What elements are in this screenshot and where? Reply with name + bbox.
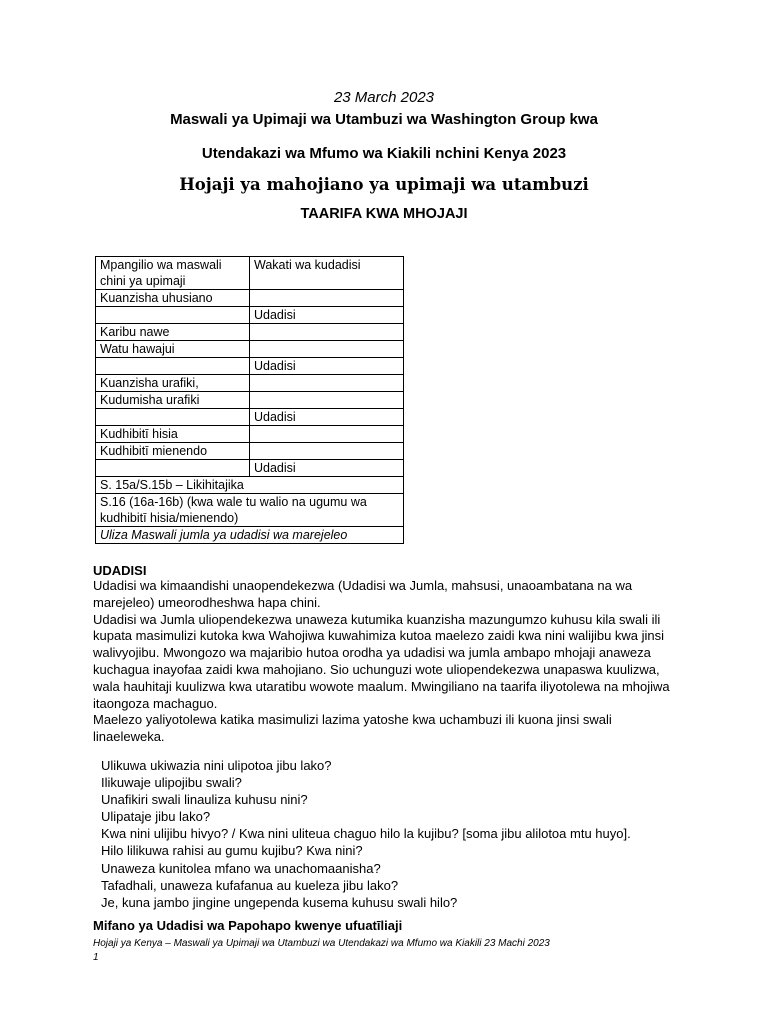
table-row — [96, 460, 404, 477]
table-row-span — [96, 494, 404, 527]
table-row-span — [96, 527, 404, 544]
table-cell — [96, 409, 250, 426]
table-cell: Udadisi — [250, 358, 404, 375]
table-row — [96, 392, 404, 409]
document-title-line-2: Utendakazi wa Mfumo wa Kiakili nchini Kenya 2023 — [201, 145, 567, 162]
table-row — [96, 409, 404, 426]
paragraph: Udadisi wa Jumla uliopendekezwa unaweza kutumika kuanzisha mazungumzo kuhusu kila swali ili kupata masimulizi kutoka kwa Wahojiwa kuwahimiza kutoa maelezo zaidi kwa nini walijibu kwa jinsi walivyojibu. Mwongozo wa majaribio hutoa orodha ya udadisi wa jumla ambapo mhojaji anaweza kuchagua inayofaa zaidi kwa mahojiano. Sio uchunguzi wote uliopendekezwa unapaswa kuulizwa, wala hauhitaji kuulizwa kwa utaratibu wowote maalum. Mwingiliano na taarifa iliyotolewa na mhojiwa itaongoza machaguo. — [93, 611, 670, 711]
table-row — [96, 307, 404, 324]
list-item: Tafadhali, unaweza kufafanua au kueleza jibu lako? — [101, 877, 399, 893]
table-span-cell: S. 15a/S.15b – Likihitajika — [96, 477, 404, 494]
table-row — [96, 324, 404, 341]
table-cell: Watu hawajui — [96, 341, 250, 358]
probe-questions-list — [101, 757, 661, 911]
table-row — [96, 426, 404, 443]
table-row — [96, 358, 404, 375]
table-row — [96, 375, 404, 392]
table-row-span — [96, 477, 404, 494]
table-cell: Kudhibitī hisia — [96, 426, 250, 443]
table-cell: Udadisi — [250, 460, 404, 477]
page-footer: Hojaji ya Kenya – Maswali ya Upimaji wa Utambuzi wa Utendakazi wa Mfumo wa Kiakili 23 Machi 2023 — [93, 938, 550, 949]
udadisi-heading: UDADISI — [93, 563, 147, 578]
table-cell — [96, 358, 250, 375]
question-order-table — [95, 256, 404, 544]
paragraph: Udadisi wa kimaandishi unaopendekezwa (Udadisi wa Jumla, mahsusi, unaoambatana na wa marejeleo) umeorodheshwa hapa chini. — [93, 578, 633, 610]
list-item: Je, kuna jambo jingine ungependa kusema kuhusu swali hilo? — [101, 894, 458, 910]
table-cell — [250, 375, 404, 392]
table-cell: Kuanzisha uhusiano — [96, 290, 250, 307]
table-span-cell-italic: Uliza Maswali jumla ya udadisi wa marejeleo — [96, 527, 404, 544]
list-item: Ulipataje jibu lako? — [101, 809, 211, 825]
table-cell — [250, 341, 404, 358]
table-cell: Kuanzisha urafiki, — [96, 375, 250, 392]
list-item: Unaweza kunitolea mfano wa unachomaanisha? — [101, 860, 381, 876]
udadisi-body — [93, 578, 683, 746]
table-cell: Udadisi — [250, 307, 404, 324]
table-header-col2: Wakati wa kudadisi — [250, 257, 404, 290]
document-date: 23 March 2023 — [333, 89, 435, 106]
table-row — [96, 341, 404, 358]
table-row — [96, 290, 404, 307]
table-cell — [250, 324, 404, 341]
section-heading: TAARIFA KWA MHOJAJI — [300, 206, 468, 222]
table-cell — [250, 392, 404, 409]
list-item: Unafikiri swali linauliza kuhusu nini? — [101, 792, 308, 808]
list-item: Hilo lilikuwa rahisi au gumu kujibu? Kwa nini? — [101, 843, 363, 859]
document-subtitle: Hojaji ya mahojiano ya upimaji wa utambuzi — [179, 175, 589, 194]
table-cell: Kudhibitī mienendo — [96, 443, 250, 460]
table-cell — [96, 460, 250, 477]
table-cell: Karibu nawe — [96, 324, 250, 341]
list-item: Ilikuwaje ulipojibu swali? — [101, 775, 242, 791]
list-item: Ulikuwa ukiwazia nini ulipotoa jibu lako? — [101, 758, 332, 773]
table-header-row — [96, 257, 404, 290]
table-row — [96, 443, 404, 460]
table-cell — [250, 443, 404, 460]
table-cell: Kudumisha urafiki — [96, 392, 250, 409]
table-cell — [250, 426, 404, 443]
page-number: 1 — [93, 952, 99, 963]
paragraph: Maelezo yaliyotolewa katika masimulizi lazima yatoshe kwa uchambuzi ili kuona jinsi swali linaeleweka. — [93, 712, 612, 745]
table-header-col1: Mpangilio wa maswali chini ya upimaji — [96, 257, 250, 290]
table-cell: Udadisi — [250, 409, 404, 426]
table-cell — [96, 307, 250, 324]
table-span-cell: S.16 (16a-16b) (kwa wale tu walio na ugumu wa kudhibitī hisia/mienendo) — [96, 494, 404, 527]
list-item: Kwa nini ulijibu hivyo? / Kwa nini uliteua chaguo hilo la kujibu? [soma jibu alilotoa mtu huyo]. — [101, 826, 631, 842]
mifano-heading: Mifano ya Udadisi wa Papohapo kwenye ufuatīliaji — [93, 918, 403, 933]
document-title-line-1: Maswali ya Upimaji wa Utambuzi wa Washington Group kwa — [170, 111, 598, 128]
table-cell — [250, 290, 404, 307]
